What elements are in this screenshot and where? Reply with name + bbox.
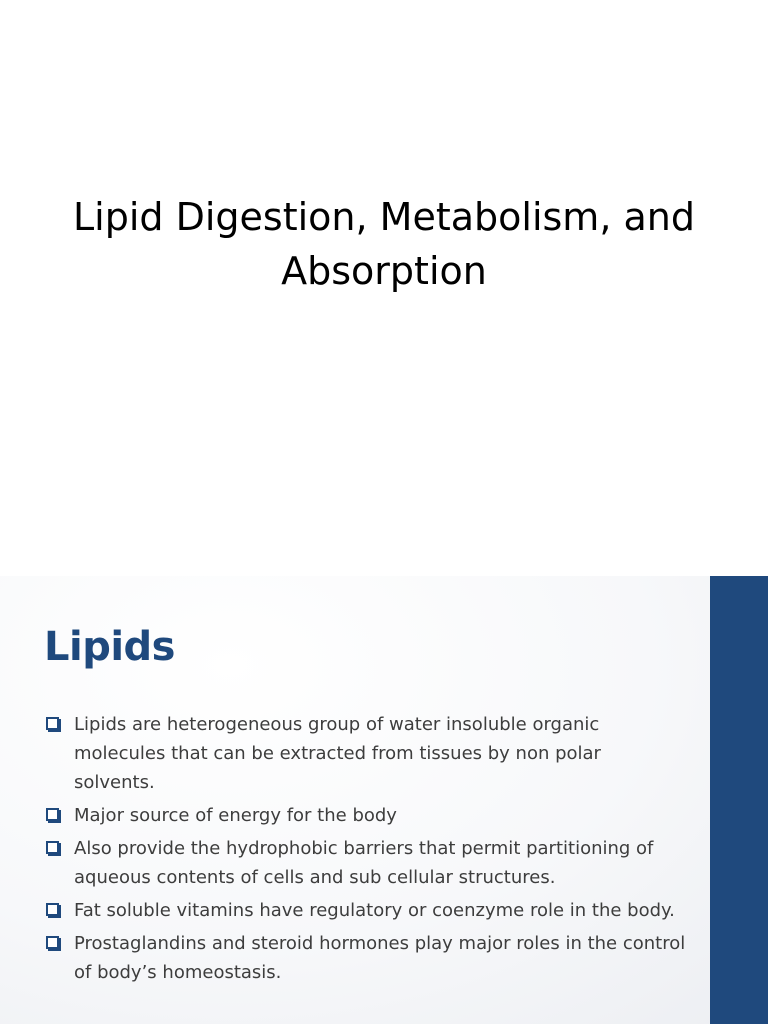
slide-title-line-2: Absorption [281, 249, 487, 293]
lipids-slide [0, 576, 768, 1024]
bullet-text: Prostaglandins and steroid hormones play major roles in the control of body’s homeostasis. [74, 933, 686, 983]
square-bullet-icon [46, 936, 59, 949]
lipids-heading: Lipids [44, 624, 175, 670]
square-bullet-icon [46, 841, 59, 854]
bullet-list [46, 710, 686, 991]
bullet-text: Lipids are heterogeneous group of water insoluble organic molecules that can be extracted from tissues by non polar solvents. [74, 714, 601, 793]
slide-title-line-1: Lipid Digestion, Metabolism, and [73, 195, 695, 239]
list-item [46, 801, 686, 830]
slide-title [40, 190, 728, 298]
slide-accent-bar [710, 576, 768, 1024]
bullet-text: Fat soluble vitamins have regulatory or coenzyme role in the body. [74, 900, 675, 921]
list-item [46, 710, 686, 797]
bullet-text: Also provide the hydrophobic barriers that permit partitioning of aqueous contents of cells and sub cellular structures. [74, 838, 654, 888]
list-item [46, 834, 686, 892]
bullet-text: Major source of energy for the body [74, 805, 397, 826]
list-item [46, 929, 686, 987]
list-item [46, 896, 686, 925]
square-bullet-icon [46, 717, 59, 730]
square-bullet-icon [46, 808, 59, 821]
square-bullet-icon [46, 903, 59, 916]
